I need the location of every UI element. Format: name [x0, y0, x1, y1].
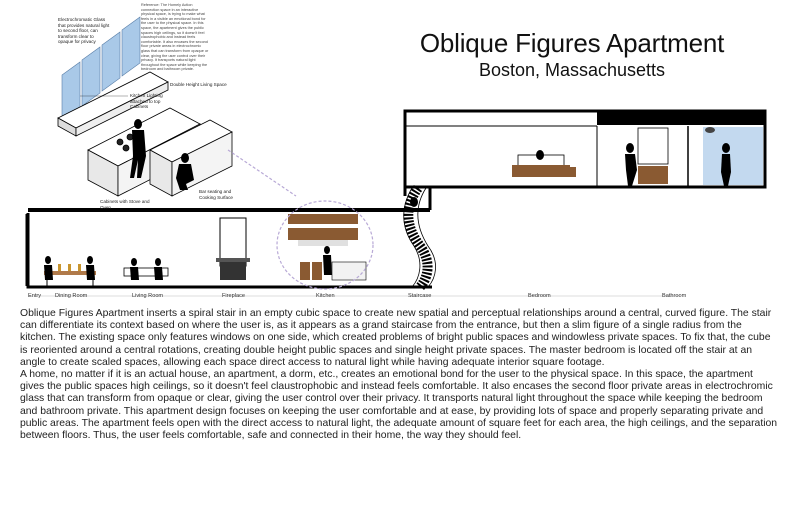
label-bedroom: Bedroom [528, 293, 551, 299]
bar-seating-annotation: Bar seating and Cooking Surface [199, 189, 233, 200]
label-fireplace: Fireplace [222, 293, 246, 299]
reference-annotation: Reference: The Homely Action connection space in an interactive physical space, is trying to make what feels in a visible an emotional bond for the user to the physical space. In this space, the apartment gives the public spaces high ceilings, so it doesn't feel claustrophobic and instead feels comfortable. It also encases the second floor private areas in electrochromic glass that can transform from opaque or clear, giving the user control over their privacy. It transports natural light throughout the space while keeping the bedroom and bathroom private. [141, 3, 209, 72]
label-dining-room: Dining Room [55, 293, 88, 299]
double-height-annotation: Double Height Living Space [170, 82, 227, 87]
label-living-room: Living Room [132, 293, 164, 299]
kitchen-lighting-annotation: Kitchen Lighting attached to top Cabinets [130, 93, 163, 110]
page-subtitle: Boston, Massachusetts [478, 60, 666, 80]
label-staircase: Staircase [408, 293, 432, 299]
page-title: Oblique Figures Apartment [419, 28, 725, 58]
description-paragraph: Oblique Figures Apartment inserts a spiral stair in an empty cubic space to create new spatial and perceptual relationships around a central, curved figure. The stair can differentiate its context based on where the user is, as it appears as a grand staircase from the entrance, but then a slim figure of a single radius from the kitchen. The existing space only features windows on one side, which created problems of bright public spaces and windowless private spaces. To fix that, the cube is reoriented around a central rotations, creating double height public spaces and single height private spaces. The master bedroom is located off the stair at an angle to create scaled spaces, allowing each space direct access to natural light while having adequate interior square footage. [20, 308, 772, 368]
description-paragraph: A home, no matter if it is an actual house, an apartment, a dorm, etc., creates an emotional bond for the user to the physical space. In this space, the apartment gives the public spaces high ceilings, so it doesn't feel claustrophobic and instead feels comfortable. It also encases the second floor private areas in electrochromic glass that can transform from opaque or clear, giving the user control over their privacy. It transports natural light throughout the space while keeping the bedroom and bathroom private. This apartment design focuses on keeping the user comfortable and at ease, by providing lots of space and properly separating private and public areas. The apartment feels open with the direct access to natural light, the adequate amount of square feet for each area, the high ceilings, and the separation between floors. Thus, the user feels comfortable, safe and connected in their home, the way they should feel. [20, 369, 778, 442]
glass-annotation: Electrochromatic Glass that provides natural light to second floor, can transform clear to opaque for privacy [58, 17, 110, 45]
label-kitchen: Kitchen [316, 293, 335, 299]
label-entry: Entry [28, 293, 42, 299]
label-bathroom: Bathroom [662, 293, 687, 299]
cabinets-annotation: Cabinets with Stove and Oven [100, 199, 150, 210]
description-text [20, 308, 778, 442]
